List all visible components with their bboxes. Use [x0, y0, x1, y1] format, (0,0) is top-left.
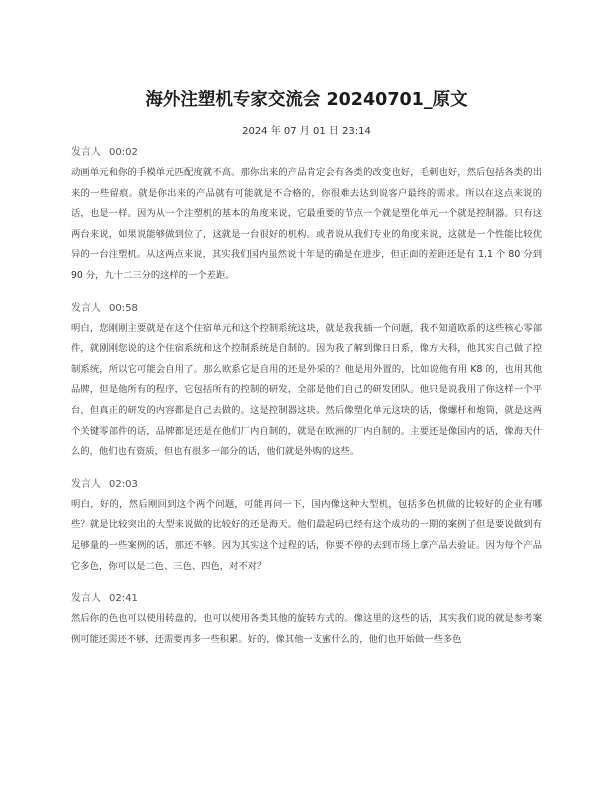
- speaker-line: [71, 301, 542, 317]
- transcript-body: [71, 145, 542, 650]
- speaker-line: [71, 591, 542, 607]
- transcript-section: [71, 591, 542, 650]
- transcript-paragraph: 然后你的色也可以使用转盘的，也可以使用各类其他的旋转方式的。像这里的这些的话，其实我们说的就是参考案例可能还需还不够，还需要再多一些积累。好的，像其他一支蜜什么的，他们也开始做一些多色: [71, 613, 542, 645]
- timestamp: 00:58: [109, 302, 138, 314]
- speaker-label: 发言人: [71, 302, 101, 314]
- timestamp: 02:03: [109, 478, 138, 490]
- timestamp: 02:41: [109, 593, 138, 605]
- speaker-label: 发言人: [71, 147, 101, 158]
- document-datetime: 2024 年 07 月 01 日 23:14: [242, 126, 371, 137]
- transcript-paragraph: 明白，好的，然后刚回到这个两个问题，可能再问一下，国内像这种大型机，包括多色机做的比较好的企业有哪些？就是比较突出的大型来说做的比较好的还是海天。他们最起码已经有这个成功的一期的案例了但是要说做到有足够量的一些案例的话，那还不够。因为其实这个过程的话，你要不停的去到市场上拿产品去验证。因为每个产品它多色，你可以是二色、三色、四色，对不对？: [71, 498, 542, 572]
- speaker-label: 发言人: [71, 478, 101, 490]
- speaker-line: [71, 477, 542, 493]
- speaker-line: [71, 145, 542, 161]
- document-title: 海外注塑机专家交流会 20240701_原文: [145, 90, 468, 110]
- timestamp: 00:02: [109, 147, 138, 158]
- transcript-paragraph: 动画单元和你的手模单元匹配度就不高。那你出来的产品肯定会有各类的改变也好，毛刺也好，然后包括各类的出来的一些留痕。就是你出来的产品就有可能就是不合格的，你很难去达到说客户最终的需求。所以在这点来说的话，也是一样。因为从一个注塑机的基本的角度来说，它最重要的节点一个就是塑化单元一个就是控制器。只有这两台来说，如果说能够做到位了，这就是一台很好的机构。或者说从我们专业的角度来说，这就是一个性能比较优异的一台注塑机。从这两点来说，其实我们国内虽然说十年是的确是在进步，但正面的差距还是有 1.1 个 80 分到 90 分，九十二三分的这样的一个差距。: [71, 167, 542, 281]
- transcript-paragraph: 明白，您刚刚主要就是在这个住宿单元和这个控制系统这块，就是我我插一个问题，我不知道欧系的这些核心零部件，就刚刚您说的这个住宿系统和这个控制系统是自制的。因为我了解到像日日系，像方大科，他其实自己做了控制系统，所以它可能会自用了。那么欧系它是自用的还是外采的？他是用外置的，比如说他有用 K8 的，也用其他品牌，但是他所有的程序，它包括所有的控制的研发，全部是他们自己的研发团队。他只是说我用了你这样一个平台，但真正的研发的内容都是自己去做的。这是控制器这块。然后像塑化单元这块的话，像螺杆和炮筒，就是这两个关键零部件的话，品牌都是还是在他们厂内自制的，就是在欧洲的厂内自制的。主要还是像国内的话，像海天什么的，他们也有资质，但也有很多一部分的话，他们就是外购的这些。: [71, 322, 542, 458]
- transcript-section: [71, 301, 542, 463]
- speaker-label: 发言人: [71, 593, 101, 605]
- transcript-section: [71, 145, 542, 287]
- transcript-section: [71, 477, 542, 577]
